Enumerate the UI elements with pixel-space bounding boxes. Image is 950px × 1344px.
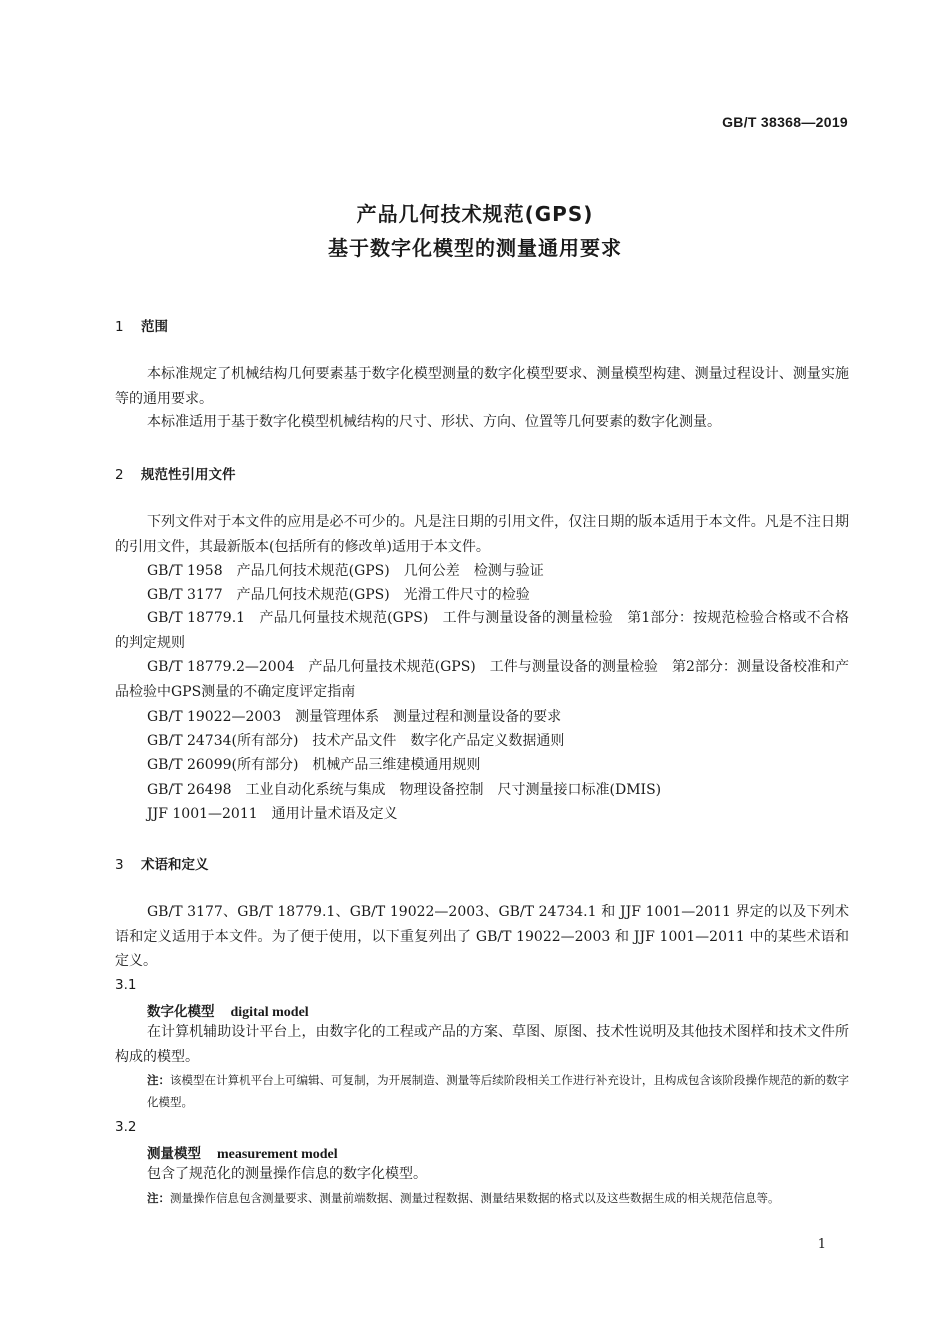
term-chinese: 数字化模型 bbox=[147, 1004, 215, 1020]
reference-item: GB/T 19022—2003 测量管理体系 测量过程和测量设备的要求 bbox=[147, 709, 562, 725]
reference-item: GB/T 26099(所有部分) 机械产品三维建模通用规则 bbox=[147, 757, 481, 773]
section-number: 1 bbox=[115, 319, 124, 335]
term-definition: 在计算机辅助设计平台上，由数字化的工程或产品的方案、草图、原图、技术性说明及其他技术图样和技术文件所构成的模型。 bbox=[115, 1024, 849, 1065]
term-note bbox=[147, 1187, 849, 1209]
term-definition: 包含了规范化的测量操作信息的数字化模型。 bbox=[147, 1166, 427, 1182]
term-number: 3.1 bbox=[115, 977, 137, 993]
section-1-heading bbox=[115, 315, 168, 335]
reference-item: GB/T 24734(所有部分) 技术产品文件 数字化产品定义数据通则 bbox=[147, 733, 565, 749]
section-number: 3 bbox=[115, 857, 124, 873]
reference-item: GB/T 3177 产品几何技术规范(GPS) 光滑工件尺寸的检验 bbox=[147, 587, 530, 603]
document-title-line1: 产品几何技术规范(GPS) bbox=[356, 202, 594, 226]
note-text: 测量操作信息包含测量要求、测量前端数据、测量过程数据、测量结果数据的格式以及这些数据生成的相关规范信息等。 bbox=[170, 1191, 780, 1205]
section-title: 范围 bbox=[141, 319, 168, 335]
term-note bbox=[147, 1069, 849, 1113]
term-chinese: 测量模型 bbox=[147, 1146, 201, 1162]
standard-number: GB/T 38368—2019 bbox=[722, 114, 848, 130]
note-label: 注： bbox=[147, 1191, 170, 1205]
section-1-paragraph-2: 本标准适用于基于数字化模型机械结构的尺寸、形状、方向、位置等几何要素的数字化测量。 bbox=[147, 414, 721, 430]
section-title: 术语和定义 bbox=[141, 857, 209, 873]
reference-item: GB/T 18779.1 产品几何量技术规范(GPS) 工件与测量设备的测量检验 第1部分：按规范检验合格或不合格的判定规则 bbox=[115, 610, 849, 651]
reference-item: GB/T 18779.2—2004 产品几何量技术规范(GPS) 工件与测量设备的测量检验 第2部分：测量设备校准和产品检验中GPS测量的不确定度评定指南 bbox=[115, 659, 849, 700]
note-text: 该模型在计算机平台上可编辑、可复制，为开展制造、测量等后续阶段相关工作进行补充设计，且构成包含该阶段操作规范的新的数字化模型。 bbox=[147, 1073, 850, 1109]
section-3-heading bbox=[115, 853, 209, 873]
section-1-paragraph-1: 本标准规定了机械结构几何要素基于数字化模型测量的数字化模型要求、测量模型构建、测量过程设计、测量实施等的通用要求。 bbox=[115, 366, 849, 407]
section-2-heading bbox=[115, 463, 236, 483]
term-english: digital model bbox=[230, 1005, 309, 1020]
note-label: 注： bbox=[147, 1073, 171, 1087]
term-heading bbox=[147, 1000, 309, 1021]
section-2-intro: 下列文件对于本文件的应用是必不可少的。凡是注日期的引用文件，仅注日期的版本适用于本文件。凡是不注日期的引用文件，其最新版本(包括所有的修改单)适用于本文件。 bbox=[115, 514, 849, 555]
section-3-intro: GB/T 3177、GB/T 18779.1、GB/T 19022—2003、GB/T 24734.1 和 JJF 1001—2011 界定的以及下列术语和定义适用于本文件。为了便于使用，以下重复列出了 GB/T 19022—2003 和 JJF 1001—2011 中的某些术语和定义。 bbox=[115, 904, 849, 969]
page-number: 1 bbox=[817, 1237, 826, 1252]
section-number: 2 bbox=[115, 467, 124, 483]
term-number: 3.2 bbox=[115, 1119, 137, 1135]
section-title: 规范性引用文件 bbox=[141, 467, 236, 483]
term-heading bbox=[147, 1142, 338, 1163]
term-english: measurement model bbox=[217, 1147, 338, 1162]
reference-item: GB/T 26498 工业自动化系统与集成 物理设备控制 尺寸测量接口标准(DMIS) bbox=[147, 782, 662, 798]
document-title-line2: 基于数字化模型的测量通用要求 bbox=[328, 236, 622, 260]
reference-item: GB/T 1958 产品几何技术规范(GPS) 几何公差 检测与验证 bbox=[147, 563, 544, 579]
reference-item: JJF 1001—2011 通用计量术语及定义 bbox=[147, 806, 398, 822]
